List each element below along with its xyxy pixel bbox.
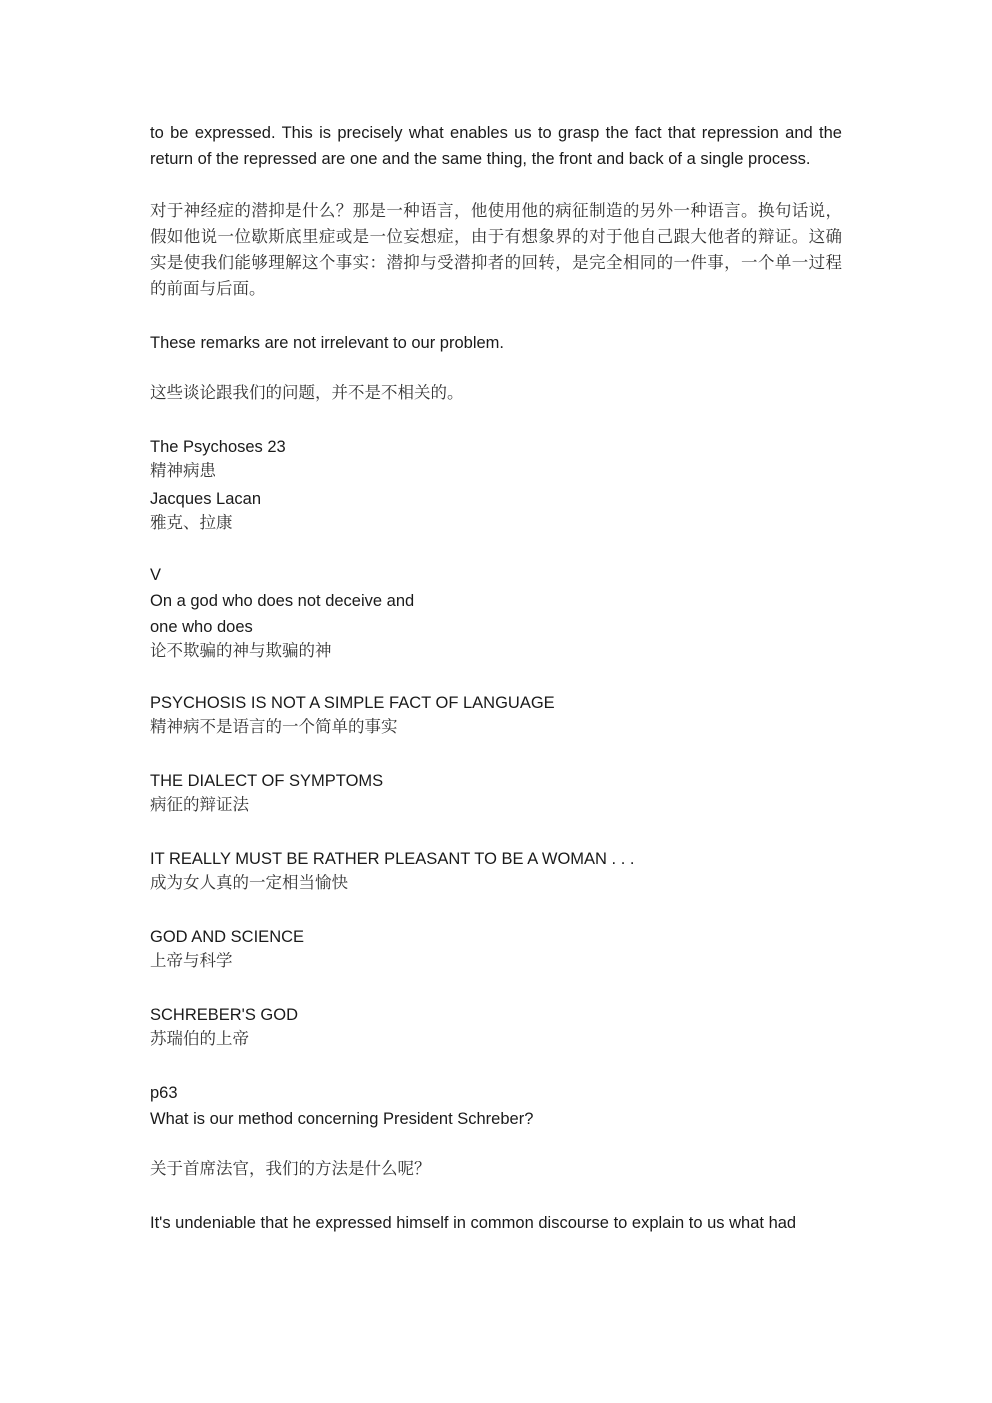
document-page bbox=[150, 120, 842, 1236]
section-heading: THE DIALECT OF SYMPTOMS bbox=[150, 772, 384, 790]
author-name: Jacques Lacan bbox=[150, 490, 261, 508]
author-name-chinese: 雅克、拉康 bbox=[150, 513, 233, 532]
section-heading: IT REALLY MUST BE RATHER PLEASANT TO BE A WOMAN . . . bbox=[150, 850, 635, 868]
chapter-number: V bbox=[150, 566, 162, 584]
paragraph-chinese: 关于首席法官，我们的方法是什么呢？ bbox=[150, 1159, 431, 1178]
paragraph-chinese: 对于神经症的潜抑是什么？那是一种语言，他使用他的病征制造的另外一种语言。换句话说，假如他说一位歇斯底里症或是一位妄想症，由于有想象界的对于他自己跟大他者的辩证。这确实是使我们能够理解这个事实：潜抑与受潜抑者的回转，是完全相同的一件事，一个单一过程的前面与后面。 bbox=[150, 201, 842, 298]
paragraph-english: What is our method concerning President Schreber? bbox=[150, 1110, 534, 1128]
paragraph-english: to be expressed. This is precisely what enables us to grasp the fact that repression and the return of the repressed are one and the same thing, the front and back of a single process. bbox=[150, 124, 842, 168]
paragraph-english: These remarks are not irrelevant to our problem. bbox=[150, 334, 504, 352]
section-heading-chinese: 成为女人真的一定相当愉快 bbox=[150, 873, 348, 892]
paragraph-english: It's undeniable that he expressed himself in common discourse to explain to us what had bbox=[150, 1214, 797, 1232]
section-heading-chinese: 病征的辩证法 bbox=[150, 795, 249, 814]
book-title-chinese: 精神病患 bbox=[150, 461, 216, 480]
paragraph-chinese: 这些谈论跟我们的问题，并不是不相关的。 bbox=[150, 383, 464, 402]
book-title: The Psychoses 23 bbox=[150, 438, 286, 456]
section-heading: PSYCHOSIS IS NOT A SIMPLE FACT OF LANGUAGE bbox=[150, 694, 555, 712]
section-heading-chinese: 精神病不是语言的一个简单的事实 bbox=[150, 717, 398, 736]
section-heading: GOD AND SCIENCE bbox=[150, 928, 305, 946]
section-heading-chinese: 上帝与科学 bbox=[150, 951, 233, 970]
section-heading-chinese: 苏瑞伯的上帝 bbox=[150, 1029, 249, 1048]
chapter-title-chinese: 论不欺骗的神与欺骗的神 bbox=[150, 641, 332, 660]
page-reference: p63 bbox=[150, 1084, 178, 1102]
section-heading: SCHREBER'S GOD bbox=[150, 1006, 299, 1024]
chapter-title: On a god who does not deceive and bbox=[150, 592, 415, 610]
chapter-title: one who does bbox=[150, 618, 253, 636]
